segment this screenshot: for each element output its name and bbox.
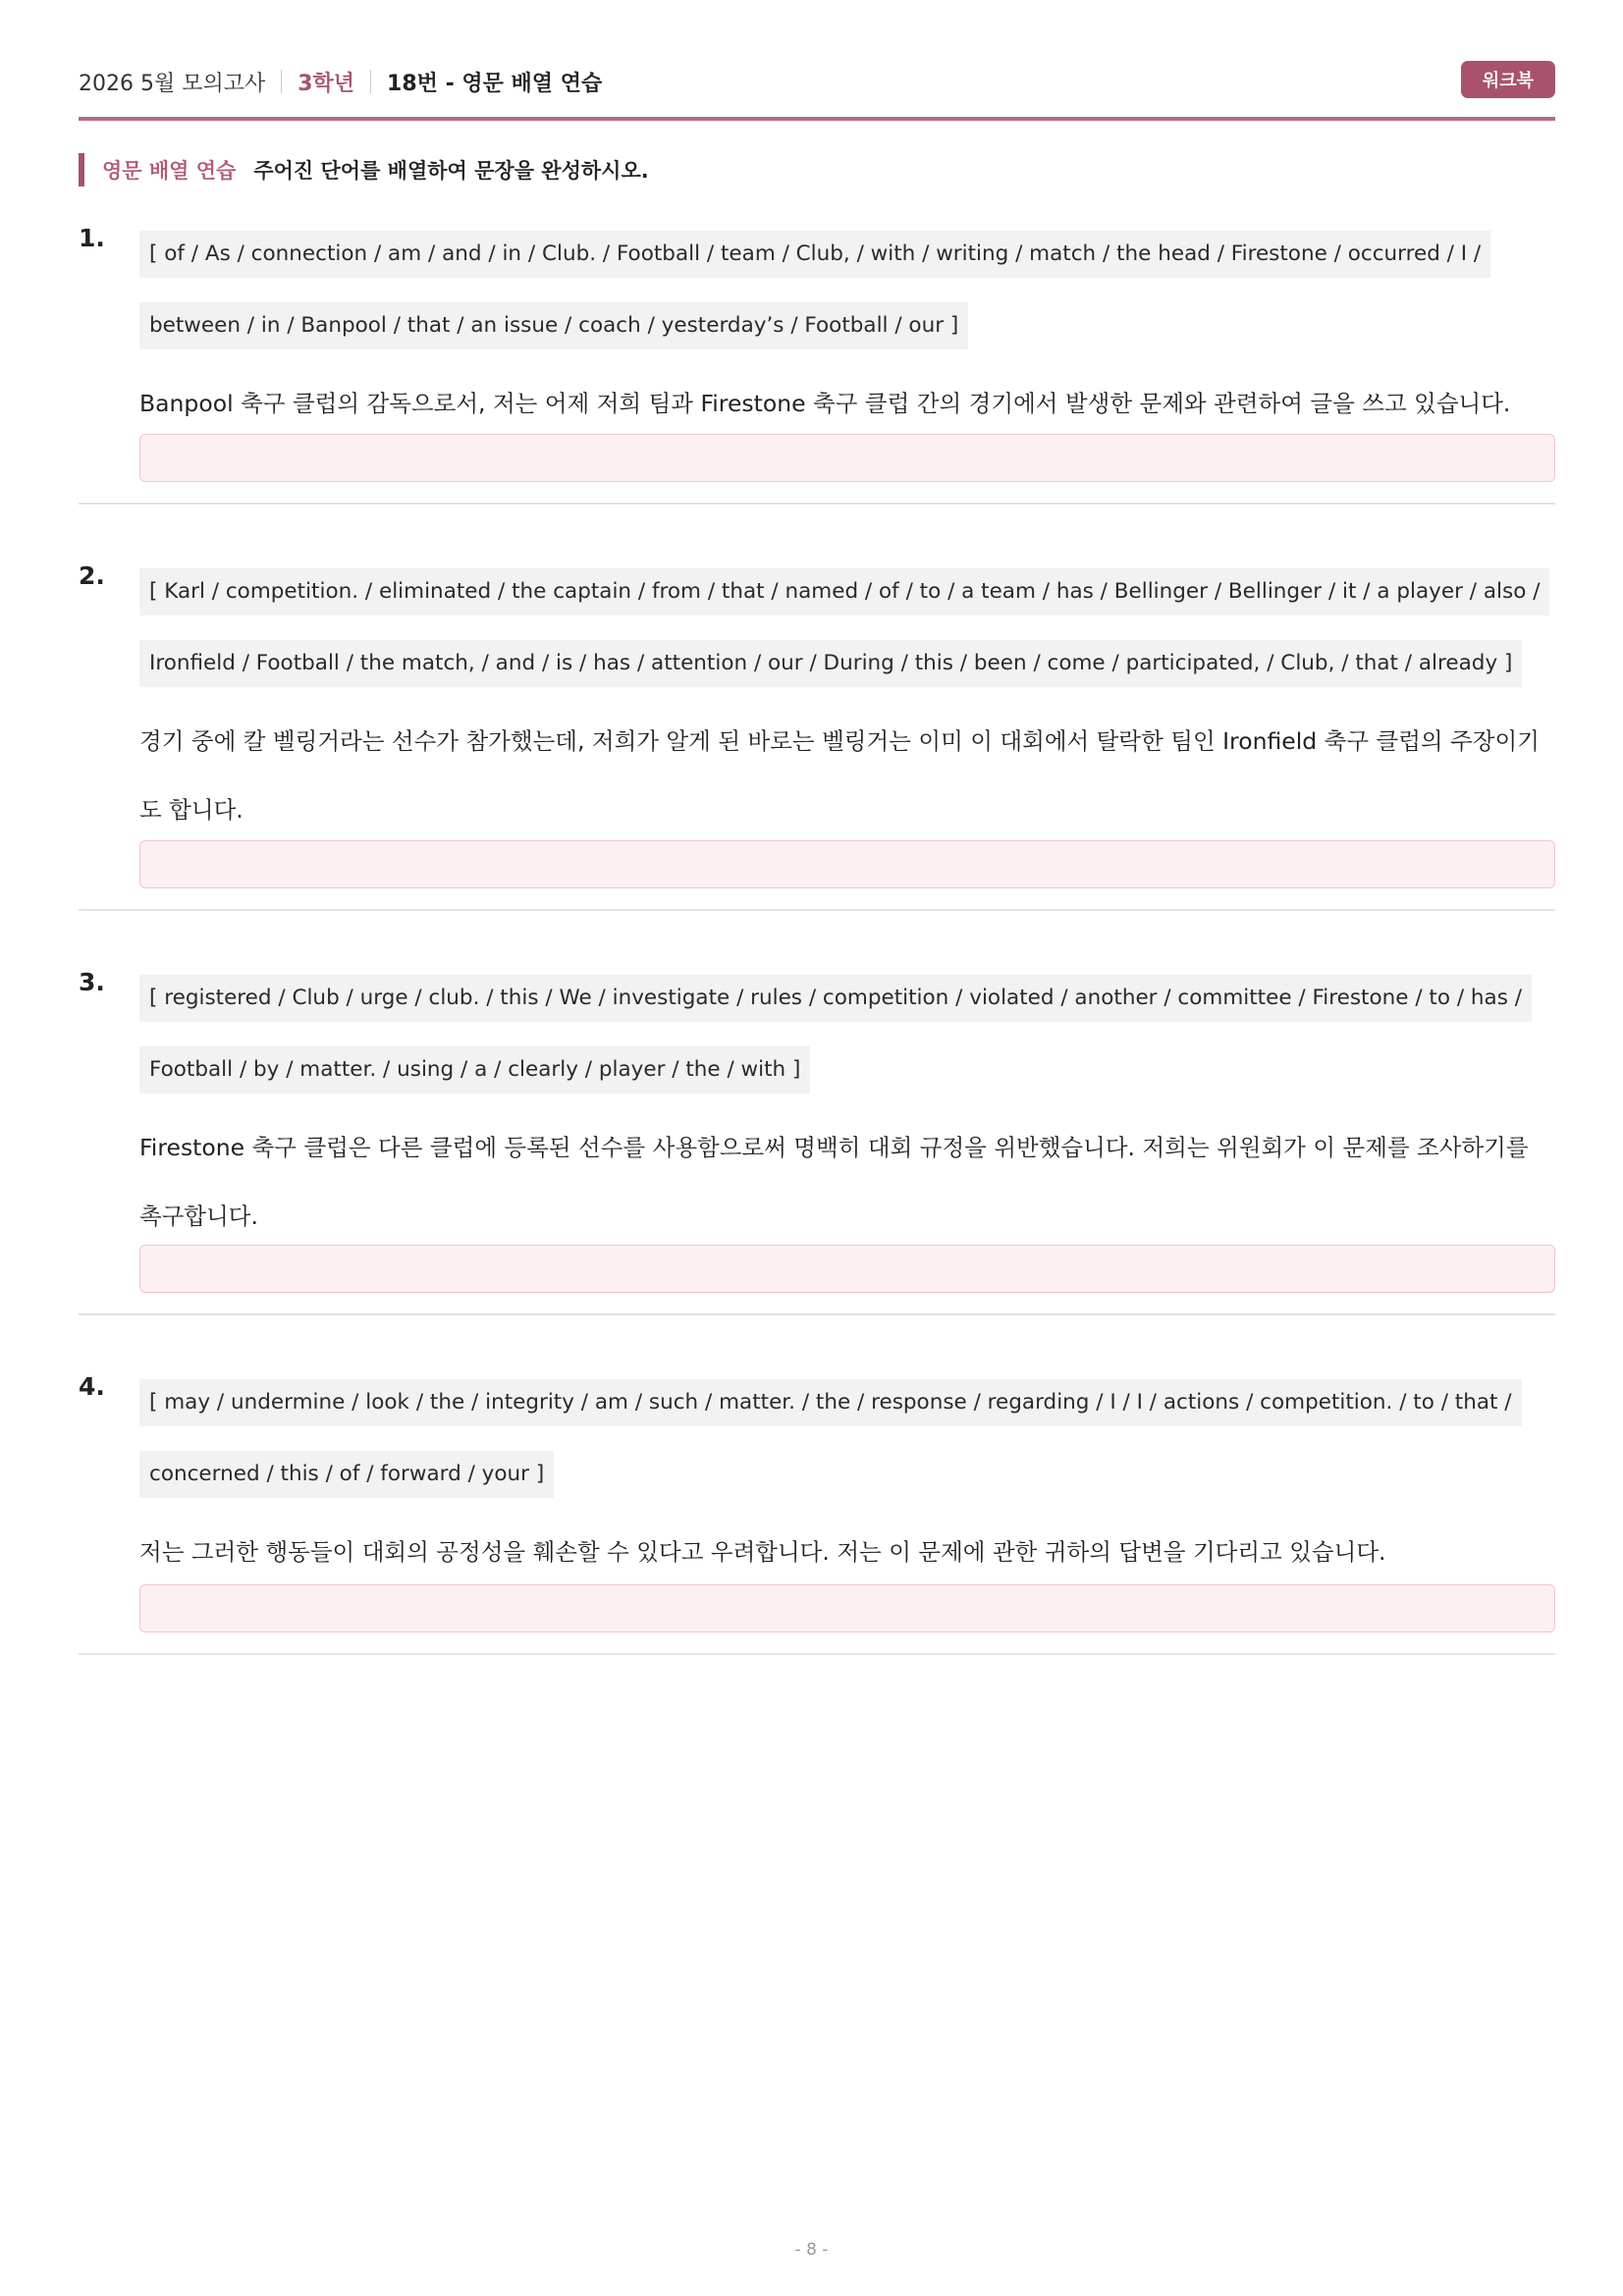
korean-translation: 저는 그러한 행동들이 대회의 공정성을 훼손할 수 있다고 우려합니다. 저는 이 문제에 관한 귀하의 답변을 기다리고 있습니다. (139, 1538, 1386, 1566)
section-label: 영문 배열 연습 (102, 159, 237, 183)
grade-label: 3학년 (298, 71, 355, 96)
korean-translation: Banpool 축구 클럽의 감독으로서, 저는 어제 저희 팀과 Firestone 축구 클럽 간의 경기에서 발생한 문제와 관련하여 글을 쓰고 있습니다. (139, 390, 1511, 417)
header-divider (281, 70, 282, 93)
question-divider (79, 503, 1555, 505)
header-rule (79, 117, 1555, 121)
question-divider (79, 1313, 1555, 1315)
section-heading (79, 153, 649, 187)
section-instruction: 주어진 단어를 배열하여 문장을 완성하시오. (253, 159, 649, 183)
page-number: - 8 - (794, 2240, 829, 2260)
exam-name: 2026 5월 모의고사 (79, 71, 266, 96)
question-number: 3. (79, 968, 105, 996)
word-bank: [ of / As / connection / am / and / in / Club. / Football / team / Club, / with / writing / match / the head / Firestone / occurred / I / between / in / Banpool / that / an issue / coach / yesterday’s / Football / our ] (139, 231, 1490, 349)
word-bank: [ may / undermine / look / the / integrity / am / such / matter. / the / response / regarding / I / I / actions / competition. / to / that / concerned / this / of / forward / your ] (139, 1379, 1522, 1498)
question-body (139, 556, 1555, 844)
question-number: 2. (79, 561, 105, 590)
answer-field[interactable] (139, 434, 1555, 482)
workbook-badge: 워크북 (1461, 61, 1555, 98)
question-number: 1. (79, 224, 105, 252)
question-body (139, 962, 1555, 1251)
page-title: 18번 - 영문 배열 연습 (387, 71, 603, 96)
worksheet-page (79, 0, 1555, 2296)
question-body (139, 218, 1555, 438)
word-bank: [ Karl / competition. / eliminated / the captain / from / that / named / of / to / a team / has / Bellinger / Bellinger / it / a player / also / Ironfield / Football / the match, / and / is / has / attention / our / During / this / been / come / participated, / Club, / that / already ] (139, 568, 1549, 687)
answer-field[interactable] (139, 1245, 1555, 1293)
answer-field[interactable] (139, 1584, 1555, 1632)
korean-translation: Firestone 축구 클럽은 다른 클럽에 등록된 선수를 사용함으로써 명백히 대회 규정을 위반했습니다. 저희는 위원회가 이 문제를 조사하기를 촉구합니다. (139, 1134, 1529, 1230)
header-breadcrumb (79, 59, 602, 104)
question-divider (79, 909, 1555, 911)
section-accent-bar (79, 153, 84, 187)
answer-field[interactable] (139, 840, 1555, 888)
header-divider (370, 70, 371, 93)
question-number: 4. (79, 1372, 105, 1401)
question-divider (79, 1653, 1555, 1655)
korean-translation: 경기 중에 칼 벨링거라는 선수가 참가했는데, 저희가 알게 된 바로는 벨링거는 이미 이 대회에서 탈락한 팀인 Ironfield 축구 클럽의 주장이기도 합니다. (139, 727, 1540, 824)
question-body (139, 1366, 1555, 1586)
page-header (79, 59, 1555, 104)
word-bank: [ registered / Club / urge / club. / this / We / investigate / rules / competition / violated / another / committee / Firestone / to / has / Football / by / matter. / using / a / clearly / player / the / with ] (139, 975, 1532, 1094)
